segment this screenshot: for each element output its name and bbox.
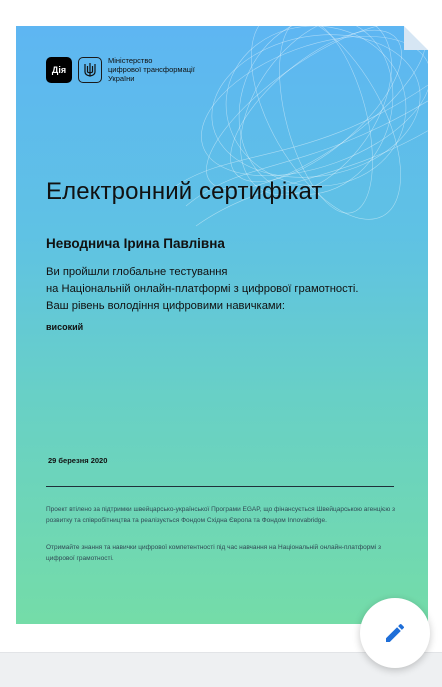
diia-logo: Дія [46, 57, 72, 83]
pencil-icon [383, 621, 407, 645]
certificate-title: Електронний сертифікат [46, 178, 323, 205]
certificate-line-2: на Національній онлайн-платформі з цифрової грамотності. [46, 283, 359, 295]
edit-button[interactable] [360, 598, 430, 668]
certificate-page [16, 26, 428, 624]
recipient-name: Неводнича Ірина Павлівна [46, 236, 225, 251]
skill-level: високий [46, 322, 84, 332]
ministry-line-3: України [108, 74, 135, 83]
certificate-text [46, 264, 406, 315]
page-corner-fold [404, 26, 428, 50]
ministry-line-1: Міністерство [108, 56, 153, 65]
issue-date: 29 березня 2020 [48, 456, 108, 465]
ministry-name [108, 56, 208, 83]
certificate-line-3: Ваш рівень володіння цифровими навичками: [46, 300, 285, 312]
certificate-line-1: Ви пройшли глобальне тестування [46, 266, 228, 278]
divider [46, 486, 394, 487]
header-logos [46, 56, 208, 83]
trident-icon [78, 57, 102, 83]
footer-note-2: Отримайте знання та навички цифрової компетентності під час навчання на Національній онлайн-платформі з цифрової грамотності. [46, 544, 381, 562]
ministry-line-2: цифрової трансформації [108, 65, 195, 74]
footer-note-1: Проект втілено за підтримки швейцарсько-української Програми EGAP, що фінансується Швейцарською агенцією з розвитку та співробітництва та реалізується Фондом Східна Європа та Фондом Innovabridge. [46, 506, 395, 524]
